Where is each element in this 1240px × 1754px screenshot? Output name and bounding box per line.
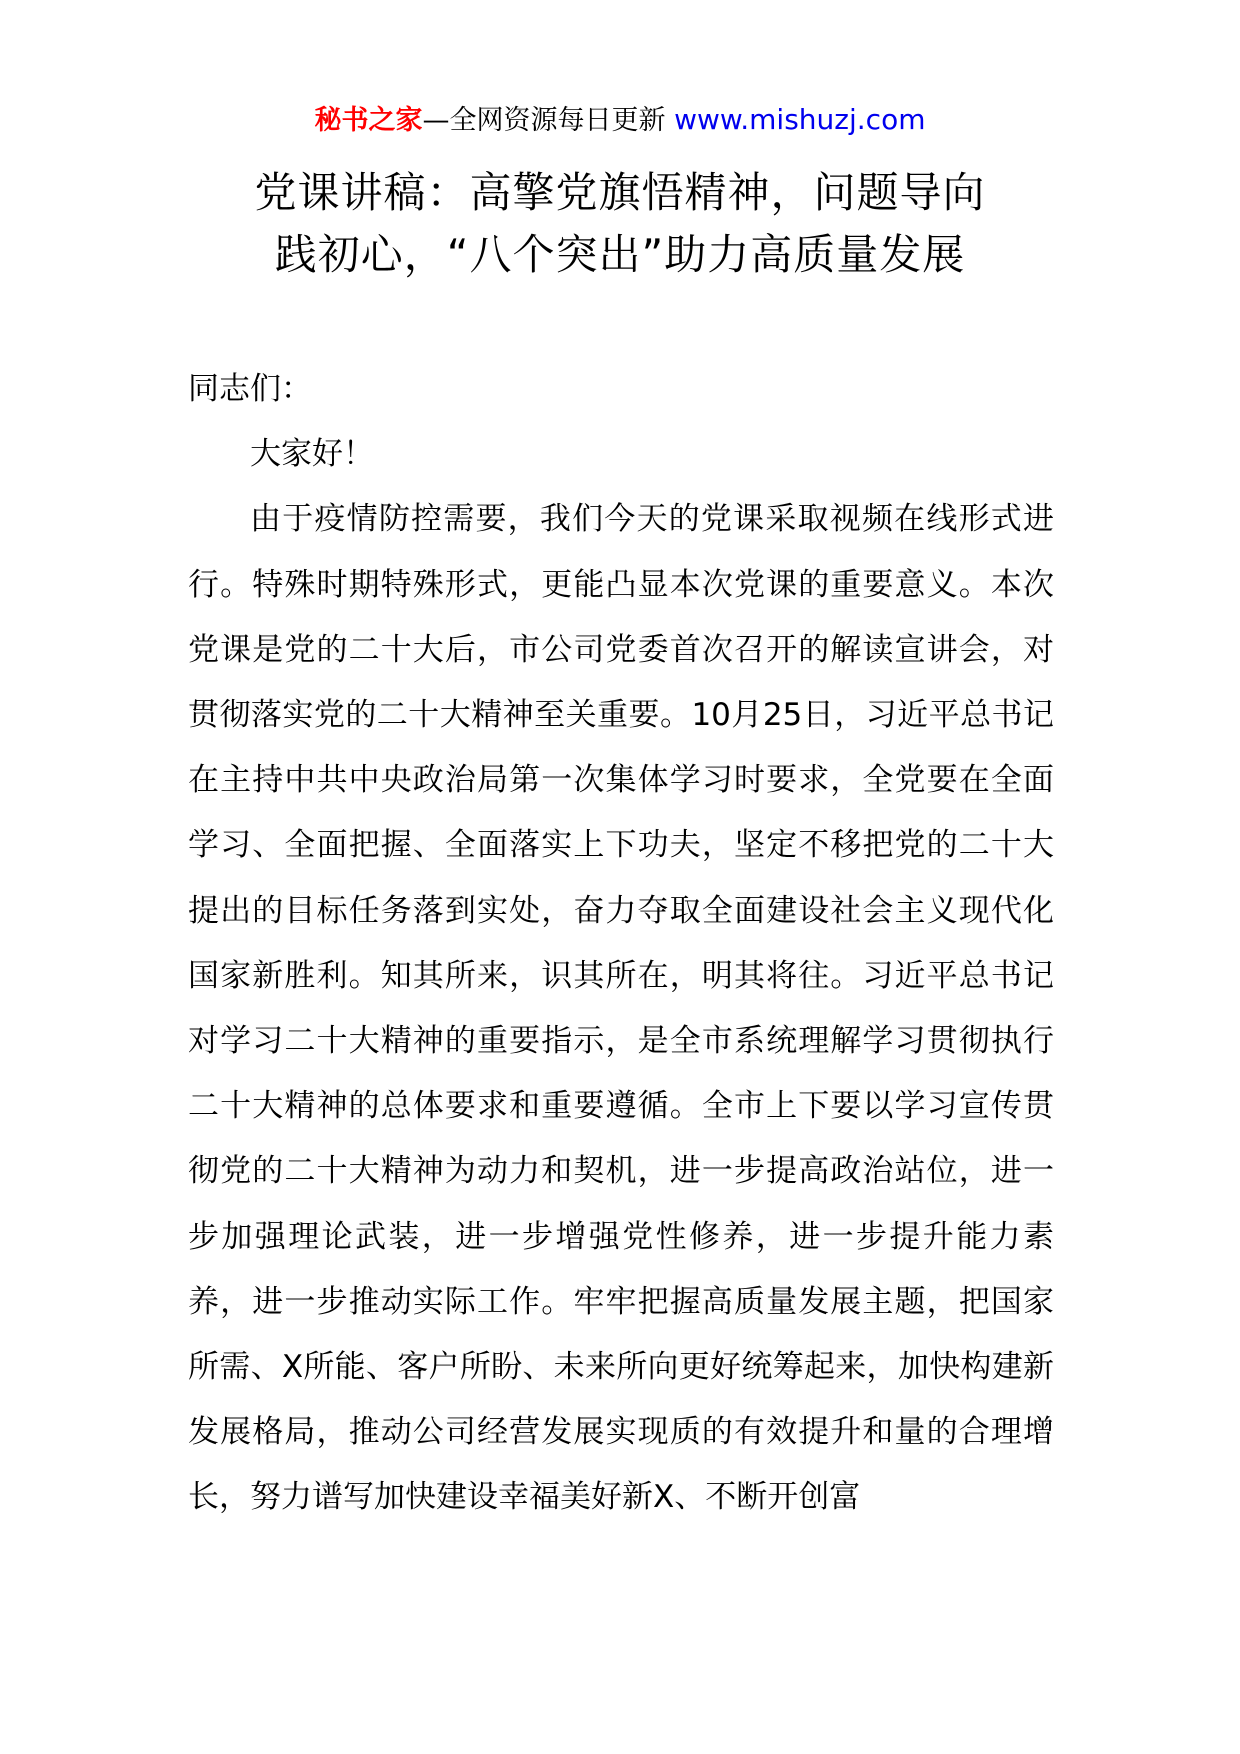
document-title <box>150 162 1090 286</box>
paragraph-1: 由于疫情防控需要，我们今天的党课采取视频在线形式进行。特殊时期特殊形式，更能凸显本次党课的重要意义。本次党课是党的二十大后，市公司党委首次召开的解读宣讲会，对贯彻落实党的二十大精神至关重要。10月25日，习近平总书记在主持中共中央政治局第一次集体学习时要求，全党要在全面学习、全面把握、全面落实上下功夫，坚定不移把党的二十大提出的目标任务落到实处，奋力夺取全面建设社会主义现代化国家新胜利。知其所来，识其所在，明其将往。习近平总书记对学习二十大精神的重要指示，是全市系统理解学习贯彻执行二十大精神的总体要求和重要遵循。全市上下要以学习宣传贯彻党的二十大精神为动力和契机，进一步提高政治站位，进一步加强理论武装，进一步增强党性修养，进一步提升能力素养，进一步推动实际工作。牢牢把握高质量发展主题，把国家所需、X所能、客户所盼、未来所向更好统筹起来，加快构建新发展格局，推动公司经营发展实现质的有效提升和量的合理增长，努力谱写加快建设幸福美好新X、不断开创富 <box>188 501 1054 1516</box>
title-line-2: 践初心，“八个突出”助力高质量发展 <box>274 230 966 279</box>
salutation: 同志们： <box>188 371 312 407</box>
title-line-1: 党课讲稿：高擎党旗悟精神，问题导向 <box>254 168 986 217</box>
brand-name: 秘书之家 <box>314 105 423 136</box>
page-header <box>0 100 1240 141</box>
header-tagline: —全网资源每日更新 <box>422 105 666 136</box>
website-link[interactable]: www.mishuzj.com <box>674 103 926 136</box>
greeting: 大家好！ <box>250 436 374 473</box>
document-body <box>188 357 1054 1531</box>
